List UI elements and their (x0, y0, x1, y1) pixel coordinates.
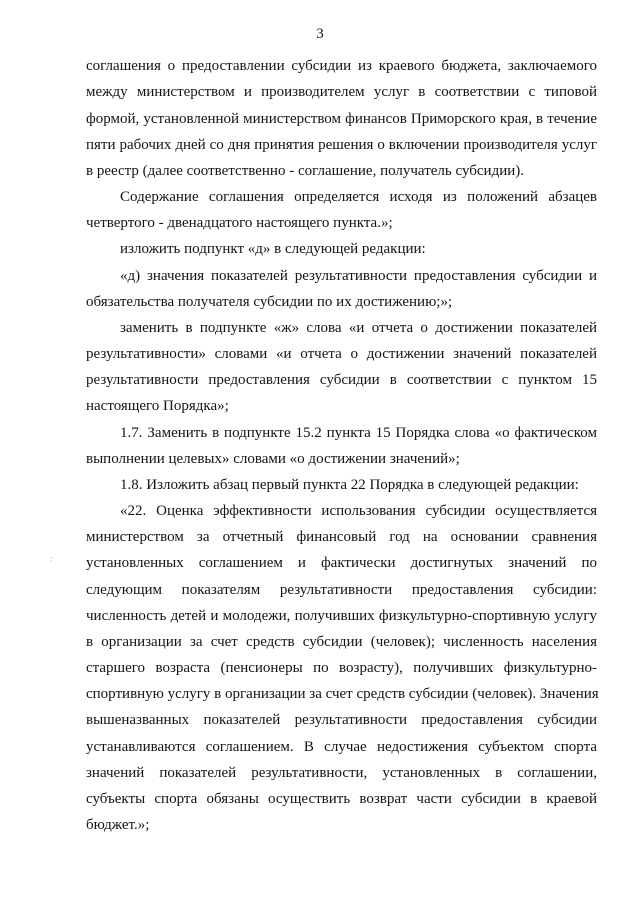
text-line: численность детей и молодежи, получивших физкультурно-спортивную услугу (86, 608, 597, 624)
text-line: заменить в подпункте «ж» слова «и отчета о достижении показателей (120, 320, 597, 336)
text-line: установленных соглашением и фактически достигнутых значений по (86, 555, 597, 571)
text-line: старшего возраста (пенсионеры по возрасту), получивших физкультурно- (86, 660, 597, 676)
text-line: обязательства получателя субсидии по их достижению;»; (86, 294, 453, 310)
text-line: между министерством и производителем услуг в соответствии с типовой (86, 84, 597, 100)
text-line: субъекты спорта обязаны осуществить возврат части субсидии в краевой (86, 791, 597, 807)
text-line: вышеназванных показателей результативности предоставления субсидии (86, 712, 597, 728)
text-line: значений показателей результативности, установленных в соглашении, (86, 765, 597, 781)
text-line: в реестр (далее соответственно - соглашение, получатель субсидии). (86, 163, 524, 179)
text-line: «д) значения показателей результативности предоставления субсидии и (120, 268, 597, 284)
text-line: в организации за счет средств субсидии (человек); численность населения (86, 634, 597, 650)
text-line: формой, установленной министерством финансов Приморского края, в течение (86, 111, 597, 127)
text-line: устанавливаются соглашением. В случае недостижения субъектом спорта (86, 739, 597, 755)
text-line: спортивную услугу в организации за счет средств субсидии (человек). Значения (86, 686, 599, 702)
text-line: следующим показателям результативности предоставления субсидии: (86, 582, 597, 598)
text-line: изложить подпункт «д» в следующей редакции: (120, 241, 426, 257)
text-line: 1.8. Изложить абзац первый пункта 22 Порядка в следующей редакции: (120, 477, 579, 493)
text-line: пяти рабочих дней со дня принятия решения о включении производителя услуг (86, 137, 597, 153)
text-line: «22. Оценка эффективности использования субсидии осуществляется (120, 503, 597, 519)
text-line: 1.7. Заменить в подпункте 15.2 пункта 15 Порядка слова «о фактическом (120, 425, 597, 441)
text-line: соглашения о предоставлении субсидии из краевого бюджета, заключаемого (86, 58, 597, 74)
text-line: настоящего Порядка»; (86, 398, 229, 414)
text-line: бюджет.»; (86, 817, 150, 833)
page-number: 3 (316, 26, 324, 42)
text-line: результативности» словами «и отчета о достижении значений показателей (86, 346, 597, 362)
text-line: министерством за отчетный финансовый год на основании сравнения (86, 529, 597, 545)
text-line: четвертого - двенадцатого настоящего пункта.»; (86, 215, 393, 231)
text-line: Содержание соглашения определяется исходя из положений абзацев (120, 189, 597, 205)
margin-mark: : (50, 554, 53, 565)
text-line: результативности предоставления субсидии в соответствии с пунктом 15 (86, 372, 597, 388)
text-line: выполнении целевых» словами «о достижении значений»; (86, 451, 460, 467)
